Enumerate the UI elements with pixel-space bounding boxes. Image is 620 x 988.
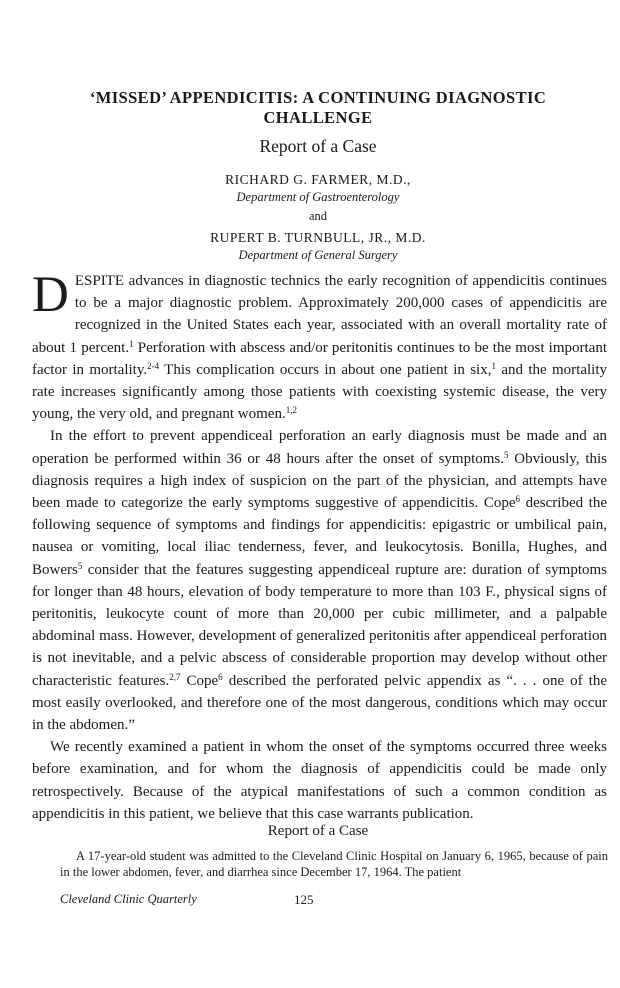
author-department-2: Department of General Surgery	[238, 248, 398, 262]
article-subtitle: Report of a Case	[259, 136, 377, 156]
body-paragraph-1	[32, 267, 607, 425]
case-report-text	[60, 848, 608, 881]
body-text: consider that the features suggesting appendiceal rupture are: duration of symptoms for longer than 48 hours, elevation of body temperature to more than 103 F., physical signs of peritonitis, leukocyte count of more than 20,000 per cubic millimeter, and a palpable abdominal mass. However, development of generalized peritonitis after appendiceal perforation is not inevitable, and a pelvic abscess of considerable proportion may develop without other characteristic features.	[32, 561, 607, 689]
reference-marker: 5	[504, 449, 509, 460]
author-department-1: Department of Gastroenterology	[236, 190, 400, 204]
body-text: described the following sequence of symptoms and findings for appendicitis: epigastric or umbilical pain, nausea or vomiting, local iliac tenderness, fever, and leukocytosis. Bonilla, Hughes, and Bowers	[32, 495, 607, 578]
body-text: In the effort to prevent appendiceal perforation an early diagnosis must be made and an operation be performed within 36 or 48 hours after the onset of symptoms.	[32, 428, 607, 467]
body-text: and the mortality rate increases significantly among those patients with coexisting systemic disease, the very young, the very old, and pregnant women.	[32, 361, 607, 423]
title-line-1: ‘MISSED’ APPENDICITIS: A CONTINUING DIAGNOSTIC	[89, 88, 547, 107]
reference-marker: 2,7	[169, 671, 181, 682]
body-paragraph-3: We recently examined a patient in whom the onset of the symptoms occurred three weeks before examination, and for whom the diagnosis of appendicitis could be made only retrospectively. Because of the atypical manifestations of such a common condition as appendicitis in this patient, we believe that this case warrants publication.	[32, 739, 607, 822]
reference-marker: 6	[515, 494, 521, 505]
title-line-2: CHALLENGE	[263, 108, 373, 127]
author-name-2: RUPERT B. TURNBULL, JR., M.D.	[210, 230, 426, 245]
case-report-heading: Report of a Case	[267, 823, 369, 839]
body-text: This complication occurs in about one patient in six,	[159, 361, 492, 378]
article-title	[62, 88, 574, 128]
body-text: Obviously, this diagnosis requires a high index of suspicion on the part of the physician, and attempts have been made to categorize the early symptoms suggestive of appendicitis. Cope	[32, 450, 607, 512]
reference-marker: 1,2	[285, 405, 297, 416]
body-text: Cope	[180, 672, 219, 689]
body-text: ESPITE advances in diagnostic technics the early recognition of appendicitis continues to be a major diagnostic problem. Approximately 200,000 cases of appendicitis are recognized in the United States each year, associated with an overall mortality rate of about 1 percent.	[32, 273, 607, 356]
journal-name: Cleveland Clinic Quarterly	[60, 892, 197, 906]
drop-cap: D	[32, 267, 69, 323]
reference-marker: 1	[129, 338, 134, 349]
reference-marker: 1	[491, 360, 496, 371]
reference-marker: 6	[218, 671, 223, 682]
case-report-paragraph: A 17-year-old student was admitted to the Cleveland Clinic Hospital on January 6, 1965, because of pain in the lower abdomen, fever, and diarrhea since December 17, 1964. The patient	[60, 849, 608, 880]
page-number: 125	[294, 892, 314, 907]
reference-marker: 2-4	[147, 360, 160, 371]
body-paragraph-2	[32, 425, 607, 736]
author-name-1: RICHARD G. FARMER, M.D.,	[225, 172, 411, 187]
author-conjunction: and	[308, 209, 328, 223]
article-body	[32, 267, 607, 825]
body-text: described the perforated pelvic appendix as “. . . one of the most easily overlooked, and therefore one of the most dangerous, conditions which may occur in the abdomen.”	[32, 672, 607, 734]
reference-marker: 5	[77, 560, 83, 571]
body-text: Perforation with abscess and/or peritonitis continues to be the most important factor in mortality.	[32, 339, 607, 378]
